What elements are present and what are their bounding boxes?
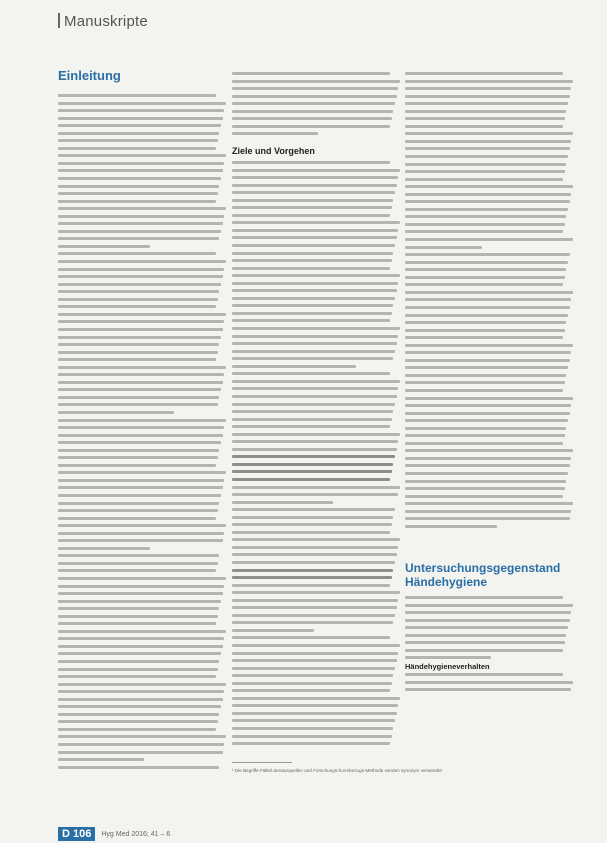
text-line (58, 305, 216, 308)
text-line (232, 674, 393, 677)
text-line (58, 517, 216, 520)
text-line (405, 487, 565, 490)
text-line (232, 523, 392, 526)
text-line (405, 449, 573, 452)
text-line (405, 283, 563, 286)
text-line (58, 554, 219, 557)
text-line (58, 124, 221, 127)
text-line (58, 260, 226, 263)
text-line (58, 351, 218, 354)
text-line (232, 206, 392, 209)
text-line (232, 289, 397, 292)
text-line (232, 372, 390, 375)
text-line (405, 397, 573, 400)
text-line (405, 147, 570, 150)
text-line (405, 321, 566, 324)
text-line (405, 604, 573, 607)
text-line (232, 425, 390, 428)
text-line (58, 320, 224, 323)
text-line (232, 387, 398, 390)
text-line (58, 600, 221, 603)
footnote: ¹ Die Begriffe Fälle/Literaturquellen und Forschungs-/Lernbezugs-Methode werden synonym verwendet (232, 768, 442, 773)
text-line (405, 155, 568, 158)
text-line (405, 359, 570, 362)
text-line (405, 381, 565, 384)
text-line (405, 649, 563, 652)
text-line (232, 599, 398, 602)
text-line (405, 495, 563, 498)
text-line (58, 585, 224, 588)
text-line (58, 102, 226, 105)
text-line (232, 87, 398, 90)
text-line (405, 132, 573, 135)
text-line (58, 675, 216, 678)
text-line (232, 191, 395, 194)
text-line (405, 193, 571, 196)
text-line (405, 253, 570, 256)
text-line (232, 312, 392, 315)
text-line (232, 584, 390, 587)
text-line (58, 607, 219, 610)
text-line (232, 576, 392, 579)
text-line (405, 344, 573, 347)
text-line (232, 214, 390, 217)
text-line (405, 502, 573, 505)
text-line (232, 342, 397, 345)
text-line (58, 464, 216, 467)
text-line (232, 72, 390, 75)
text-line (232, 252, 393, 255)
text-line (405, 261, 568, 264)
text-line (58, 343, 219, 346)
text-line (58, 449, 219, 452)
text-line (405, 641, 565, 644)
text-line (232, 689, 390, 692)
text-line (58, 313, 226, 316)
text-line (405, 268, 566, 271)
text-line (232, 418, 392, 421)
text-line (58, 652, 221, 655)
text-line (58, 698, 223, 701)
column-1-text (58, 94, 226, 773)
text-line (58, 509, 218, 512)
text-line (58, 147, 216, 150)
text-line (405, 374, 566, 377)
text-line (405, 611, 571, 614)
text-line (405, 366, 568, 369)
text-line (232, 102, 395, 105)
text-line (58, 298, 218, 301)
text-line (405, 656, 491, 659)
text-line (232, 199, 393, 202)
text-line (405, 688, 571, 691)
text-line (232, 403, 395, 406)
text-line (405, 246, 482, 249)
text-line (58, 381, 223, 384)
column-3-text-mid (405, 596, 573, 664)
text-line (58, 592, 223, 595)
text-line (405, 95, 570, 98)
text-line (58, 434, 223, 437)
text-line (232, 629, 314, 632)
text-line (405, 185, 573, 188)
text-line (405, 419, 568, 422)
text-line (58, 615, 218, 618)
text-line (405, 412, 570, 415)
text-line (405, 457, 571, 460)
text-line (58, 668, 218, 671)
text-line (58, 735, 226, 738)
text-line (58, 268, 224, 271)
text-line (58, 562, 218, 565)
text-line (58, 705, 221, 708)
page-footer (58, 827, 170, 841)
text-line (58, 117, 223, 120)
text-line (232, 644, 400, 647)
text-line (405, 117, 565, 120)
text-line (58, 328, 223, 331)
text-line (58, 660, 219, 663)
text-line (58, 252, 216, 255)
text-line (405, 200, 570, 203)
text-line (232, 455, 395, 458)
text-line (232, 259, 392, 262)
text-line (232, 95, 397, 98)
kicker-bar (58, 13, 60, 28)
text-line (58, 290, 219, 293)
text-line (58, 94, 216, 97)
text-line (232, 652, 398, 655)
text-line (58, 207, 226, 210)
text-line (405, 80, 573, 83)
text-line (405, 596, 563, 599)
footnote-rule (232, 762, 292, 763)
text-line (232, 727, 393, 730)
column-2-text-top (232, 72, 400, 140)
text-line (405, 140, 571, 143)
text-line (405, 329, 565, 332)
text-line (405, 517, 570, 520)
text-line (58, 683, 226, 686)
text-line (232, 433, 400, 436)
text-line (405, 230, 563, 233)
text-line (58, 396, 219, 399)
text-line (58, 373, 224, 376)
text-line (232, 229, 398, 232)
text-line (232, 667, 395, 670)
text-line (232, 380, 400, 383)
column-2-text-main (232, 161, 400, 750)
text-line (58, 547, 150, 550)
text-line (405, 298, 571, 301)
text-line (232, 161, 390, 164)
text-line (405, 178, 563, 181)
text-line (58, 690, 224, 693)
text-line (58, 471, 226, 474)
text-line (232, 440, 398, 443)
text-line (58, 275, 223, 278)
text-line (58, 245, 150, 248)
text-line (405, 619, 570, 622)
text-line (232, 395, 397, 398)
text-line (232, 236, 397, 239)
kicker-text: Manuskripte (64, 13, 148, 30)
text-line (58, 230, 221, 233)
text-line (58, 366, 226, 369)
text-line (232, 470, 392, 473)
text-line (58, 637, 224, 640)
text-line (405, 427, 566, 430)
text-line (405, 480, 566, 483)
text-line (232, 244, 395, 247)
text-line (58, 139, 218, 142)
text-line (232, 184, 397, 187)
text-line (232, 117, 392, 120)
text-line (405, 87, 571, 90)
section-kicker (58, 13, 148, 30)
text-line (405, 336, 563, 339)
text-line (232, 546, 398, 549)
text-line (58, 766, 219, 769)
text-line (232, 508, 395, 511)
text-line (58, 456, 218, 459)
column-3-text-bottom (405, 673, 573, 696)
text-line (58, 532, 224, 535)
text-line (58, 630, 226, 633)
text-line (232, 221, 400, 224)
text-line (232, 169, 400, 172)
text-line (58, 758, 144, 761)
text-line (232, 569, 393, 572)
text-line (232, 297, 395, 300)
text-line (232, 327, 400, 330)
text-line (405, 291, 573, 294)
text-line (232, 125, 390, 128)
text-line (58, 751, 223, 754)
text-line (58, 622, 216, 625)
text-line (58, 336, 221, 339)
text-line (232, 176, 398, 179)
text-line (232, 614, 395, 617)
text-line (405, 389, 563, 392)
text-line (232, 516, 393, 519)
text-line (232, 478, 390, 481)
text-line (58, 720, 218, 723)
text-line (232, 735, 392, 738)
text-line (58, 162, 224, 165)
text-line (232, 538, 400, 541)
text-line (58, 388, 221, 391)
text-line (232, 742, 390, 745)
text-line (58, 192, 218, 195)
text-line (405, 464, 570, 467)
text-line (405, 525, 497, 528)
text-line (232, 267, 390, 270)
text-line (58, 403, 218, 406)
text-line (58, 502, 219, 505)
text-line (232, 501, 333, 504)
text-line (58, 728, 216, 731)
text-line (58, 539, 223, 542)
text-line (232, 80, 400, 83)
text-line (405, 404, 571, 407)
text-line (58, 713, 219, 716)
text-line (58, 132, 219, 135)
text-line (232, 591, 400, 594)
text-line (405, 306, 570, 309)
text-line (58, 441, 221, 444)
text-line (58, 486, 223, 489)
text-line (405, 238, 573, 241)
text-line (232, 636, 390, 639)
text-line (405, 72, 563, 75)
text-line (232, 274, 400, 277)
text-line (58, 524, 226, 527)
text-line (58, 185, 219, 188)
text-line (405, 634, 566, 637)
text-line (58, 215, 224, 218)
heading-untersuchungsgegenstand: Untersuchungsgegenstand Händehygiene (405, 561, 561, 589)
text-line (58, 569, 216, 572)
text-line (58, 154, 226, 157)
text-line (232, 282, 398, 285)
text-line (232, 365, 356, 368)
text-line (405, 163, 566, 166)
text-line (232, 110, 393, 113)
text-line (405, 170, 565, 173)
text-line (58, 419, 226, 422)
text-line (232, 621, 393, 624)
text-line (232, 531, 390, 534)
text-line (405, 510, 571, 513)
heading-einleitung: Einleitung (58, 68, 121, 83)
text-line (232, 697, 400, 700)
text-line (405, 110, 566, 113)
text-line (232, 659, 397, 662)
journal-citation: Hyg Med 2016; 41 – 6 (101, 830, 171, 838)
text-line (232, 335, 398, 338)
text-line (232, 463, 393, 466)
text-line (405, 673, 563, 676)
text-line (232, 682, 392, 685)
text-line (58, 743, 224, 746)
text-line (232, 486, 400, 489)
text-line (58, 283, 221, 286)
text-line (232, 561, 395, 564)
text-line (405, 276, 565, 279)
text-line (405, 351, 571, 354)
page-number: D 106 (58, 827, 95, 841)
text-line (58, 222, 223, 225)
text-line (58, 200, 216, 203)
text-line (232, 553, 397, 556)
text-line (58, 411, 174, 414)
text-line (232, 132, 318, 135)
heading-haendehygieneverhalten: Händehygieneverhalten (405, 662, 490, 671)
text-line (405, 314, 568, 317)
text-line (405, 681, 573, 684)
text-line (405, 442, 563, 445)
text-line (405, 472, 568, 475)
text-line (58, 109, 224, 112)
text-line (232, 704, 398, 707)
text-line (232, 493, 398, 496)
text-line (58, 358, 216, 361)
text-line (58, 177, 221, 180)
text-line (405, 223, 565, 226)
text-line (232, 357, 393, 360)
text-line (232, 319, 390, 322)
text-line (405, 434, 565, 437)
column-3-text-top (405, 72, 573, 532)
text-line (405, 125, 563, 128)
text-line (232, 304, 393, 307)
text-line (58, 645, 223, 648)
text-line (58, 169, 223, 172)
text-line (232, 719, 395, 722)
text-line (58, 237, 219, 240)
text-line (232, 410, 393, 413)
text-line (58, 494, 221, 497)
text-line (58, 479, 224, 482)
text-line (232, 606, 397, 609)
text-line (232, 448, 397, 451)
text-line (405, 215, 566, 218)
text-line (405, 208, 568, 211)
text-line (405, 626, 568, 629)
heading-ziele: Ziele und Vorgehen (232, 146, 315, 156)
text-line (232, 350, 395, 353)
text-line (58, 577, 226, 580)
text-line (58, 426, 224, 429)
text-line (232, 712, 397, 715)
text-line (405, 102, 568, 105)
